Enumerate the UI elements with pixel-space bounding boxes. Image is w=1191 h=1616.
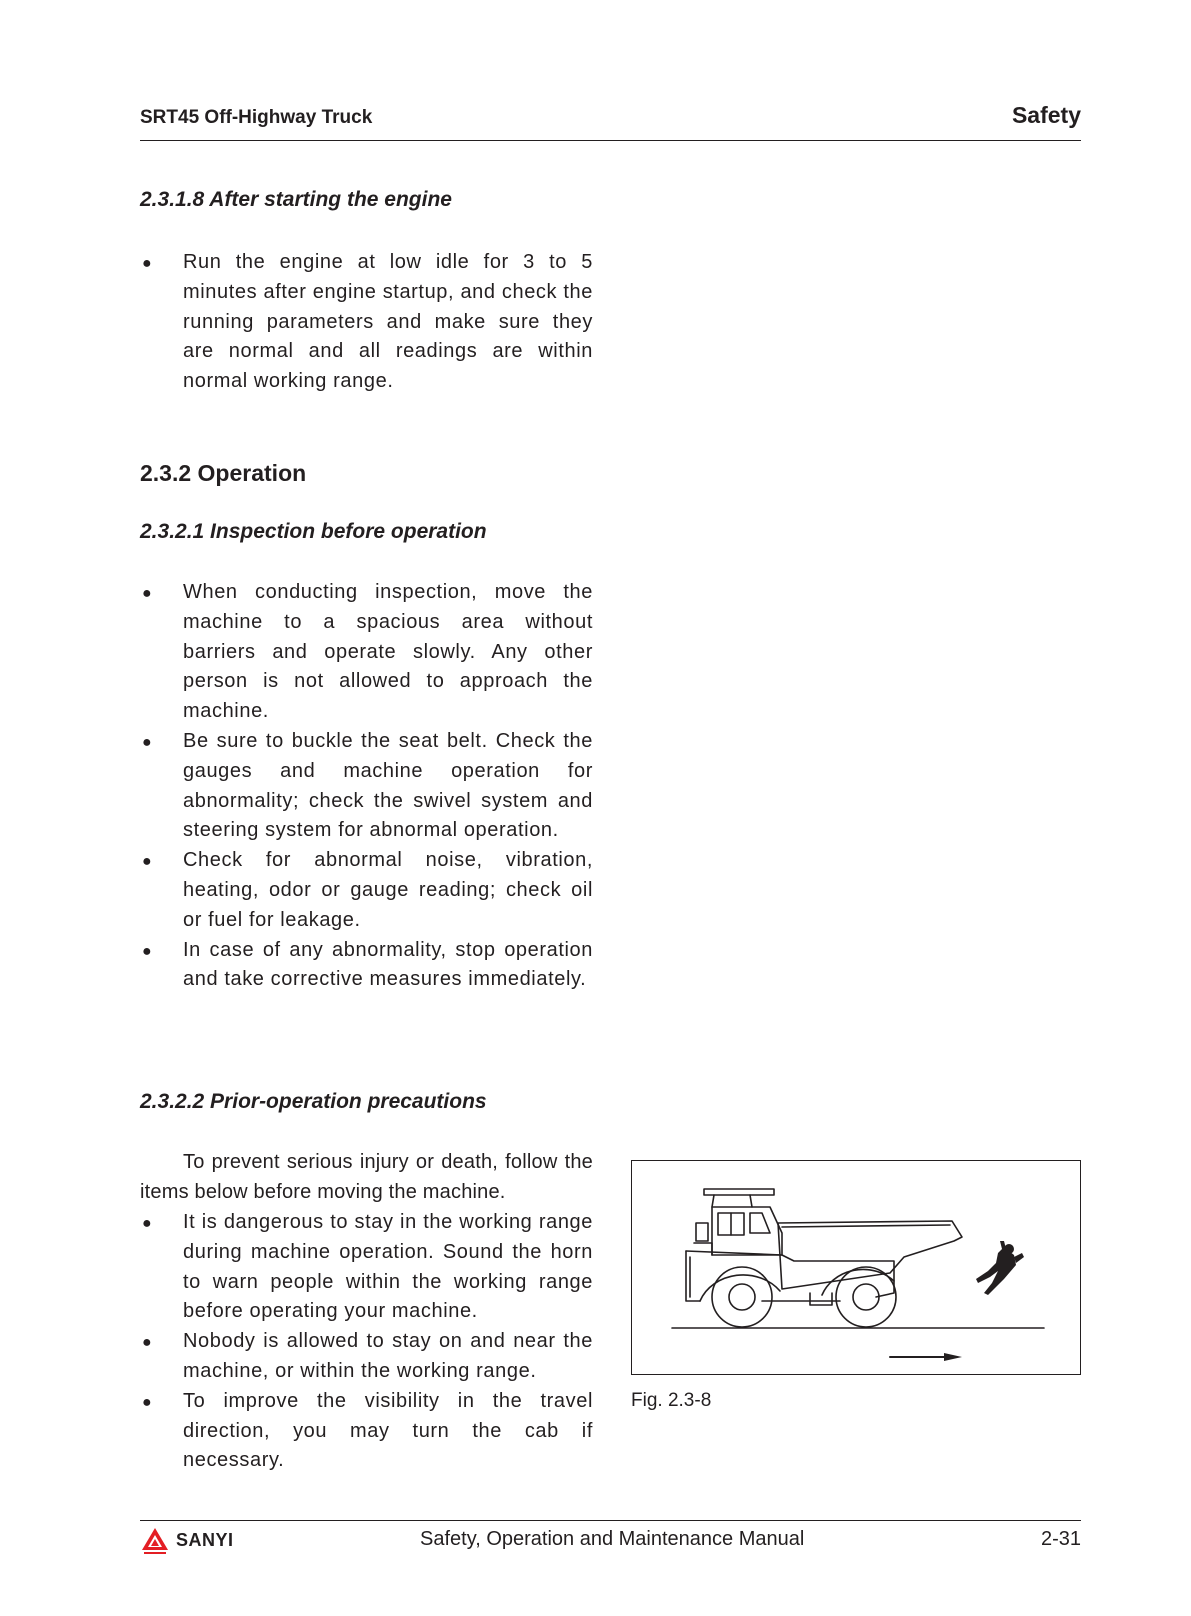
list-item [140,727,593,846]
heading-2322: 2.3.2.2 Prior-operation precautions [140,1090,487,1113]
dump-truck-illustration [632,1161,1079,1373]
list-item-text: In case of any abnormality, stop operation and take corrective measures immediately. [183,938,593,991]
list-item-text: Be sure to buckle the seat belt. Check the gauges and machine operation for abnormality; check the swivel system and steering system for abnormal operation. [183,729,593,842]
bullet-icon: ● [142,853,153,871]
bullet-icon: ● [142,1215,153,1232]
list-item [140,846,593,935]
list-2318 [140,248,593,397]
bullet-icon: ● [142,1334,153,1352]
page-number: 2-31 [1040,1528,1081,1550]
heading-232: 2.3.2 Operation [140,460,307,486]
list-item-text: To improve the visibility in the travel direction, you may turn the cab if necessary. [183,1389,593,1472]
list-item [140,248,593,397]
header-section: Safety [1011,102,1081,128]
list-item-text: Check for abnormal noise, vibration, heating, odor or gauge reading; check oil or fuel for leakage. [183,849,593,931]
figure-dump-truck [631,1160,1081,1375]
header-title: SRT45 Off-Highway Truck [140,107,373,128]
list-item [140,1387,593,1476]
manual-title: Safety, Operation and Maintenance Manual [420,1528,805,1550]
heading-2321: 2.3.2.1 Inspection before operation [140,520,487,543]
list-item [140,936,593,996]
figure-caption: Fig. 2.3-8 [631,1390,712,1411]
brand-name: SANYI [176,1530,234,1550]
footer-divider [140,1520,1081,1521]
list-item [140,1327,593,1387]
bullet-icon: ● [142,585,153,602]
intro-paragraph: To prevent serious injury or death, follow the items below before moving the machine. [140,1151,593,1203]
bullet-icon: ● [142,1393,153,1411]
list-2322 [140,1208,593,1476]
list-item [140,1208,593,1327]
list-item-text: Nobody is allowed to stay on and near the machine, or within the working range. [183,1330,593,1382]
list-item-text: When conducting inspection, move the machine to a spacious area without barriers and operate slowly. Any other person is not allowed to approach the machine. [183,581,593,723]
list-item-text: Run the engine at low idle for 3 to 5 minutes after engine startup, and check the running parameters and make sure they are normal and all readings are within normal working range. [183,251,593,393]
bullet-icon: ● [142,733,153,751]
sanyi-logo-icon [140,1526,170,1556]
heading-2318: 2.3.1.8 After starting the engine [140,188,452,211]
list-2321 [140,578,593,995]
list-item-text: It is dangerous to stay in the working range during machine operation. Sound the horn to warn people within the working range before operating your machine. [183,1211,593,1323]
list-item [140,578,593,727]
bullet-icon: ● [142,255,153,272]
header-divider [140,140,1081,141]
bullet-icon: ● [142,942,153,960]
